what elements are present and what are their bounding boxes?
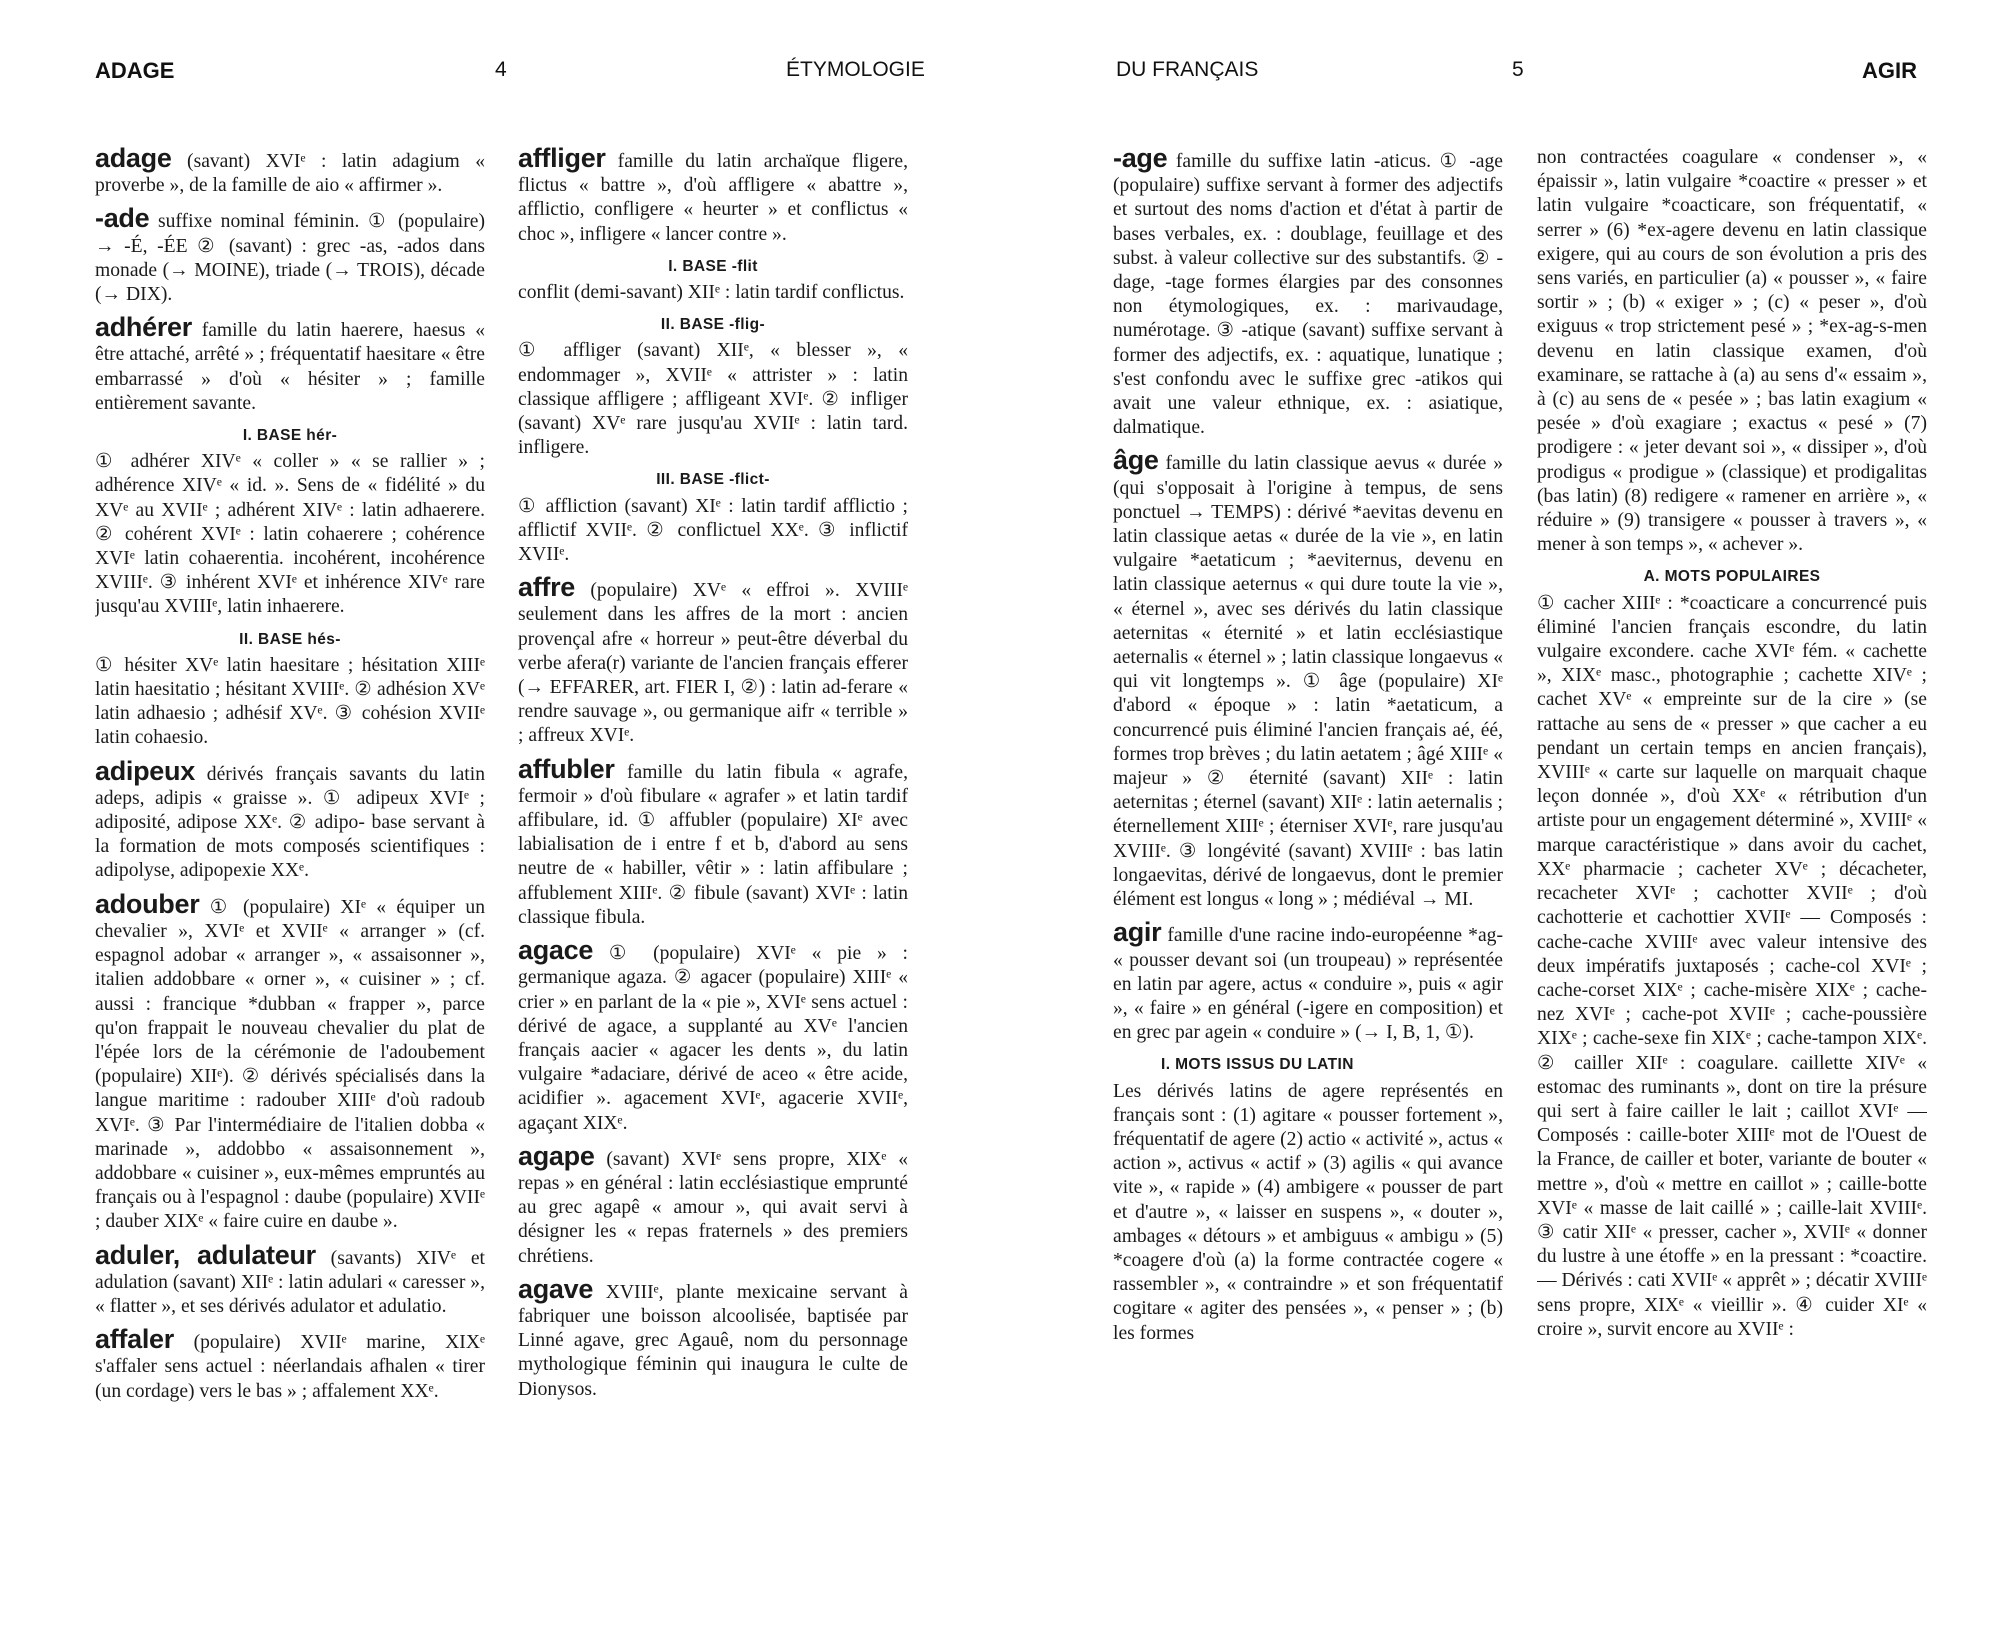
column-4 [1537,146,1927,1606]
entry-headword: affaler [95,1324,174,1355]
entry-text: non contractées coagulare « condenser », « épaissir », latin vulgaire *coactire « presser » et latin vulgaire *coacticare, son fréquentatif, « serrer » (6) *ex-agere devenu en latin classique exigere, qui au cours de son évolution a pris des sens variés, en particulier (a) « pousser », « faire sortir » ; (b) « exiger » ; (c) « peser », d'où exiguus « trop strictement pesé » ; *ex-ag-s-men devenu en latin classique examen, d'où examinare, se rattache à (a) au sens d'« essaim », à (c) au sens de « pesée » ; bas latin exagium « pesée » d'où exagiare ; exactus « pesé » (7) prodigere : « jeter devant soi », « dissiper », d'où prodigus « prodigue » (classique) et prodigalitas (bas latin) (8) redigere « ramener en arrière », « réduire » (9) transigere « pousser à travers », « mener à son temps », « achever ». [1537,147,1927,556]
entry-text: famille du latin classique aevus « durée » (qui s'opposait à l'origine à tempus, de sens ponctuel → TEMPS) : dérivé *aevitas devenu en latin classique aetas « durée de la vie », en latin vulgaire *aetaticum ; *aeviternus, devenu en latin classique aeternus « qui dure toute la vie », « éternel », avec ses dérivés du latin classique aeternitas « éternité » et latin ecclésiastique aeternalis « éternel » ; latin classique longaevus « qui vit longtemps ». ① âge (populaire) XIᵉ d'abord « époque » : latin *aetaticum, a concurrencé puis éliminé l'ancien français aé, éé, formes trop brèves ; du latin aetatem ; âgé XIIIᵉ « majeur » ② éternité (savant) XIIᵉ : latin aeternitas ; éternel (savant) XIIᵉ : latin aeternalis ; éternellement XIIIᵉ ; éterniser XVIᵉ, rare jusqu'au XVIIIᵉ. ③ longévité (savant) XVIIIᵉ : bas latin longaevitas, dérivé de longaevus, dont le premier élément est longus « long » ; médiéval → MI. [1113,453,1503,911]
dictionary-entry [95,1239,485,1320]
dictionary-entry [95,755,485,884]
entry-headword: affliger [518,146,606,173]
dictionary-entry [518,146,908,247]
dictionary-entry [95,1324,485,1404]
entry-headword: adipeux [95,755,195,786]
running-header-right-title: DU FRANÇAIS [1116,58,1259,81]
section-heading: II. BASE hés- [239,630,341,648]
entry-headword: adage [95,146,172,173]
section-heading: I. BASE hér- [242,427,338,445]
entry-text: ① (populaire) XIᵉ « équiper un chevalier », XVIᵉ et XVIIᵉ « arranger » (cf. espagnol adobar « arranger », « assaisonner », italien addobbare « orner », « cuisiner » ; cf. aussi : francique *dubban « frapper », parce qu'on frappait le nouveau chevalier du plat de l'épée lors de la cérémonie de l'adoubement (populaire) XIIᵉ). ② dérivés spécialisés dans la langue maritime : radouber XIIIᵉ d'où radoub XVIᵉ. ③ Par l'intermédiaire de l'italien dobba « marinade », addobbo « assaisonnement », addobbare « cuisiner », eux-mêmes empruntés au français ou à l'espagnol : daube (populaire) XVIIᵉ ; dauber XIXᵉ « faire cuire en daube ». [95,896,485,1233]
dictionary-entry [518,1273,908,1402]
entry-body [518,495,908,568]
dictionary-entry [95,888,485,1235]
entry-text: Les dérivés latins de agere représentés en français sont : (1) agitare « pousser fortement », fréquentatif de agere (2) actio « activité », actus « action », activus « actif » (3) agilis « qui avance vite », « rapide » (4) ambigere « pousser de part et d'autre », « laisser en suspens », « douter », ambages « détours » et ambiguus « ambigu » (5) *coagere d'où (a) la forme contractée cogere « rassembler », « contraindre » et son fréquentatif cogitare « agiter des pensées », « penser » ; (b) les formes [1113,1080,1503,1344]
dictionary-entry [1113,917,1503,1045]
column-3 [1113,146,1503,1606]
entry-text: famille du latin archaïque fligere, flictus « battre », d'où affligere « abattre », afflictio, confligere « heurter » et conflictus « choc », infligere « lancer contre ». [518,151,908,245]
entry-text: ① affliger (savant) XIIᵉ, « blesser », « endommager », XVIIᵉ « attrister » : latin classique affligere ; affligeant XVIᵉ. ② infliger (savant) XVᵉ rare jusqu'au XVIIᵉ : latin tard. infligere. [518,340,908,459]
section-heading: I. BASE -flit [668,257,758,275]
entry-headword: adhérer [95,312,192,343]
entry-text: (savant) XVIᵉ sens propre, XIXᵉ « repas » en général : latin ecclésiastique emprunté au grec agapê « amour », qui avait servi à désigner les « repas fraternels » des premiers chrétiens. [518,1148,908,1267]
entry-body [95,654,485,751]
entry-text: ① affliction (savant) XIᵉ : latin tardif afflictio ; afflictif XVIIᵉ. ② conflictuel XXᵉ. ③ inflictif XVIIᵉ. [518,495,908,566]
page-number-left: 4 [495,58,507,81]
entry-headword: affre [518,572,576,603]
column-1 [95,146,485,1606]
entry-text: XVIIIᵉ, plante mexicaine servant à fabriquer une boisson alcoolisée, baptisée par Linné agave, grec Agauê, nom du personnage mythologique féminin qui inaugura le culte de Dionysos. [518,1281,908,1400]
dictionary-entry [95,312,485,416]
section-heading: A. MOTS POPULAIRES [1643,568,1821,586]
section-heading: III. BASE -flict- [656,471,770,489]
entry-body [1537,146,1927,557]
entry-text: famille du latin haerere, haesus « être attaché, arrêté » ; fréquentatif haesitare « être embarrassé » d'où « hésiter » ; famille entièrement savante. [95,320,485,414]
page-number-right: 5 [1512,58,1524,81]
entry-body [1537,592,1927,1342]
dictionary-entry [518,753,908,930]
entry-headword: agape [518,1140,595,1171]
section-heading: II. BASE -flig- [660,316,766,334]
running-header-left-word: ADAGE [95,58,175,83]
column-2 [518,146,908,1606]
entry-text: (populaire) XVIIᵉ marine, XIXᵉ s'affaler sens actuel : néerlandais afhalen « tirer (un cordage) vers le bas » ; affalement XXᵉ. [95,1332,485,1402]
entry-headword: agace [518,935,594,966]
entry-text: (savants) XIVᵉ et adulation (savant) XIIᵉ : latin adulari « caresser », « flatter », et ses dérivés adulator et adulatio. [95,1247,485,1317]
dictionary-entry [1113,146,1503,440]
section-heading: I. MOTS ISSUS DU LATIN [1161,1056,1354,1074]
entry-text: famille du latin fibula « agrafe, fermoir » d'où fibulare « agrafer » et latin tardif affibulare, id. ① affubler (populaire) XIᵉ avec labialisation de i entre f et b, d'abord au sens neutre de « habiller, vêtir » : latin affibulare ; affublement XIIIᵉ. ② fibule (savant) XVIᵉ : latin classique fibula. [518,761,908,928]
entry-text: ① cacher XIIIᵉ : *coacticare a concurrencé puis éliminé l'ancien français escondre, du latin vulgaire excondere. cache XVIᵉ fém. « cachette », XIXᵉ masc., photographie ; cachette XIVᵉ ; cachet XVᵉ « empreinte sur de la cire » (se rattache au sens de « presser » que cacher a eu pendant un certain temps en ancien français), XVIIIᵉ « carte sur laquelle on marquait chaque leçon donnée », d'où XXᵉ « rétribution d'un artiste pour un engagement déterminé », XVIIIᵉ « marque caractéristique » dans avoir du cachet, XXᵉ pharmacie ; cacheter XVᵉ ; décacheter, recacheter XVIᵉ ; cachotter XVIIᵉ ; d'où cachotterie et cachottier XVIIᵉ — Composés : cache-cache XVIIIᵉ avec valeur intensive des deux impératifs juxtaposés ; cache-col XVIᵉ ; cache-corset XIXᵉ ; cache-misère XIXᵉ ; cache-nez XVIᵉ ; cache-pot XVIIᵉ ; cache-poussière XIXᵉ ; cache-sexe fin XIXᵉ ; cache-tampon XIXᵉ. ② cailler XIIᵉ : coagulare. caillette XIVᵉ « estomac des ruminants », dont on tire la présure qui sert à faire cailler le lait ; caillot XVIᵉ — Composés : caille-boter XIIIᵉ mot de l'Ouest de la France, de cailler et boter, variante de bouter « mettre », d'où « mettre en caillot » ; caille-botte XVIᵉ « masse de lait caillé » ; caille-lait XVIIIᵉ. ③ catir XIIᵉ « presser, cacher », XVIIᵉ « donner du lustre à une étoffe » en la pressant : *coactire. — Dérivés : cati XVIIᵉ « apprêt » ; décatir XVIIIᵉ sens propre, XIXᵉ « vieillir ». ④ cuider XIᵉ « croire », survit encore au XVIIᵉ : [1537,592,1927,1340]
dictionary-entry [518,572,908,748]
entry-body [95,450,485,619]
entry-headword: adouber [95,888,200,919]
entry-headword: aduler, adulateur [95,1239,316,1270]
entry-text: famille du suffixe latin -aticus. ① -age (populaire) suffixe servant à former des adjectifs et surtout des noms d'action et d'état à partir de bases verbales, ex. : doublage, feuillage et des subst. à valeur collective sur des substantifs. ② -dage, -tage formes élargies par des consonnes non étymologiques, ex. : marivaudage, numérotage. ③ -atique (savant) suffixe servant à former des adjectifs, ex. : aquatique, lunatique ; s'est confondu avec le suffixe grec -atikos qui avait une valeur ethnique, ex. : asiatique, dalmatique. [1113,151,1503,439]
dictionary-entry [95,146,485,198]
dictionary-entry [1113,445,1503,912]
running-header-right-word: AGIR [1862,58,1917,83]
dictionary-entry [518,1140,908,1269]
entry-text: suffixe nominal féminin. ① (populaire) → -É, -ÉE ② (savant) : grec -as, -ados dans monade (→ MOINE), triade (→ TROIS), décade (→ DIX). [95,211,485,306]
entry-headword: affubler [518,753,615,784]
dictionary-entry [518,935,908,1136]
entry-text: ① (populaire) XVIᵉ « pie » : germanique agaza. ② agacer (populaire) XIIIᵉ « crier » en parlant de la « pie », XVIᵉ sens actuel : dérivé de agace, a supplanté au XVᵉ l'ancien français aacier « agacer les dents », du latin vulgaire *adaciare, dérivé de aceo « être acide, acidifier ». agacement XVIᵉ, agacerie XVIIᵉ, agaçant XIXᵉ. [518,943,908,1134]
entry-text: dérivés français savants du latin adeps, adipis « graisse ». ① adipeux XVIᵉ ; adiposité, adipose XXᵉ. ② adipo- base servant à la formation de mots composés scientifiques : adipolyse, adipopexie XXᵉ. [95,763,485,882]
dictionary-entry [95,203,485,307]
entry-text: (populaire) XVᵉ « effroi ». XVIIIᵉ seulement dans les affres de la mort : ancien provençal afre « horreur » peut-être déverbal du verbe afera(r) variante de l'ancien français efferer (→ EFFARER, art. FIER I, ②) : latin ad-ferare « rendre sauvage », ou germanique aifr « terrible » ; affreux XVIᵉ. [518,580,908,747]
entry-headword: agir [1113,917,1162,948]
entry-body [518,281,908,305]
entry-body [518,339,908,460]
entry-text: famille d'une racine indo-européenne *ag- « pousser devant soi (un troupeau) » représentée en latin par agere, actus « conduire », puis « agir », « faire » en général (-igere en composition) et en grec par agein « conduire » (→ I, B, 1, ①). [1113,925,1503,1044]
entry-headword: âge [1113,445,1159,476]
entry-text: ① hésiter XVᵉ latin haesitare ; hésitation XIIIᵉ latin haesitatio ; hésitant XVIIIᵉ. ② adhésion XVᵉ latin adhaesio ; adhésif XVᵉ. ③ cohésion XVIIᵉ latin cohaesio. [95,654,485,749]
entry-headword: -ade [95,203,150,234]
entry-text: conflit (demi-savant) XIIᵉ : latin tardif conflictus. [518,282,905,304]
entry-headword: agave [518,1273,594,1304]
entry-text: (savant) XVIᵉ : latin adagium « proverbe », de la famille de aio « affirmer ». [95,151,485,197]
entry-headword: -age [1113,146,1168,173]
entry-text: ① adhérer XIVᵉ « coller » « se rallier » ; adhérence XIVᵉ « id. ». Sens de « fidélité » du XVᵉ au XVIIᵉ ; adhérent XIVᵉ : latin adhaerere. ② cohérent XVIᵉ : latin cohaerere ; cohérence XVIᵉ latin cohaerentia. incohérent, incohérence XVIIIᵉ. ③ inhérent XVIᵉ et inhérence XIVᵉ rare jusqu'au XVIIIᵉ, latin inhaerere. [95,451,485,618]
entry-body [1113,1080,1503,1346]
running-header-left-title: ÉTYMOLOGIE [786,58,925,81]
